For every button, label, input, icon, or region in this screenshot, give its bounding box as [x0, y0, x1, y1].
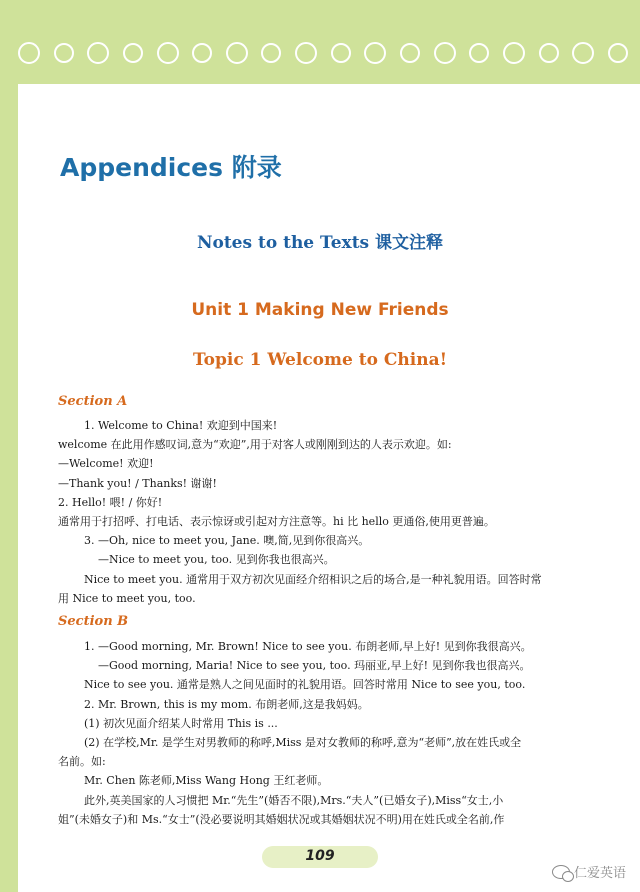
ring-icon: [226, 42, 248, 64]
ring-icon: [192, 43, 212, 63]
ring-icon: [608, 43, 628, 63]
ring-icon: [503, 42, 525, 64]
text-line: 通常用于打招呼、打电话、表示惊讶或引起对方注意等。hi 比 hello 更通俗,使用更普遍。: [58, 515, 495, 529]
watermark-text: 仁爱英语: [573, 866, 626, 881]
ring-icon: [123, 43, 143, 63]
ring-icon: [364, 42, 386, 64]
ring-decoration: [18, 38, 628, 68]
ring-icon: [261, 43, 281, 63]
section-a-heading: Section A: [58, 394, 128, 409]
text-line: —Thank you! / Thanks! 谢谢!: [58, 476, 217, 490]
page-title: Appendices 附录: [60, 153, 282, 182]
text-line: Nice to see you. 通常是熟人之间见面时的礼貌用语。回答时常用 Nice to see you, too.: [84, 678, 526, 692]
text-line: Mr. Chen 陈老师,Miss Wang Hong 王红老师。: [84, 774, 329, 788]
section-a-body: [58, 416, 598, 608]
text-line: 名前。如:: [58, 755, 106, 769]
text-line: Nice to meet you. 通常用于双方初次见面经介绍相识之后的场合,是一种礼貌用语。回答时常: [84, 572, 542, 586]
notes-title: Notes to the Texts 课文注释: [196, 233, 444, 253]
ring-icon: [331, 43, 351, 63]
unit-title: Unit 1 Making New Friends: [191, 300, 449, 320]
text-line: —Welcome! 欢迎!: [58, 457, 154, 471]
left-margin-bar: [0, 84, 18, 892]
text-line: (1) 初次见面介绍某人时常用 This is ...: [84, 716, 278, 730]
ring-icon: [87, 42, 109, 64]
ring-icon: [572, 42, 594, 64]
topic-title: Topic 1 Welcome to China!: [192, 350, 448, 370]
text-line: welcome 在此用作感叹词,意为“欢迎”,用于对客人或刚刚到达的人表示欢迎。如:: [58, 438, 452, 452]
section-b-body: [58, 637, 598, 829]
section-b-heading: Section B: [58, 614, 129, 629]
text-line: 姐”(未婚女子)和 Ms.“女士”(没必要说明其婚姻状况或其婚姻状况不明)用在姓氏或全名前,作: [58, 812, 505, 826]
page-number: 109: [305, 848, 335, 864]
text-line: 1. —Good morning, Mr. Brown! Nice to see you. 布朗老师,早上好! 见到你我很高兴。: [84, 640, 532, 653]
text-line: 用 Nice to meet you, too.: [58, 591, 196, 605]
ring-icon: [157, 42, 179, 64]
text-line: 2. Mr. Brown, this is my mom. 布朗老师,这是我妈妈。: [84, 697, 369, 711]
text-line: 3. —Oh, nice to meet you, Jane. 噢,简,见到你很高兴。: [84, 534, 370, 548]
ring-icon: [539, 43, 559, 63]
ring-icon: [54, 43, 74, 63]
text-line: (2) 在学校,Mr. 是学生对男教师的称呼,Miss 是对女教师的称呼,意为“老师”,放在姓氏或全: [84, 736, 522, 750]
header-band: [0, 0, 640, 84]
ring-icon: [295, 42, 317, 64]
text-line: 2. Hello! 喂! / 你好!: [58, 495, 163, 509]
watermark: [552, 862, 626, 881]
wechat-icon: [552, 865, 570, 879]
text-line: —Nice to meet you, too. 见到你我也很高兴。: [98, 553, 335, 567]
ring-icon: [400, 43, 420, 63]
text-line: 此外,英美国家的人习惯把 Mr.“先生”(婚否不限),Mrs.“夫人”(已婚女子),Miss“女士,小: [84, 793, 504, 807]
ring-icon: [434, 42, 456, 64]
ring-icon: [469, 43, 489, 63]
text-line: 1. Welcome to China! 欢迎到中国来!: [84, 419, 278, 432]
ring-icon: [18, 42, 40, 64]
text-line: —Good morning, Maria! Nice to see you, too. 玛丽亚,早上好! 见到你我也很高兴。: [98, 659, 531, 673]
